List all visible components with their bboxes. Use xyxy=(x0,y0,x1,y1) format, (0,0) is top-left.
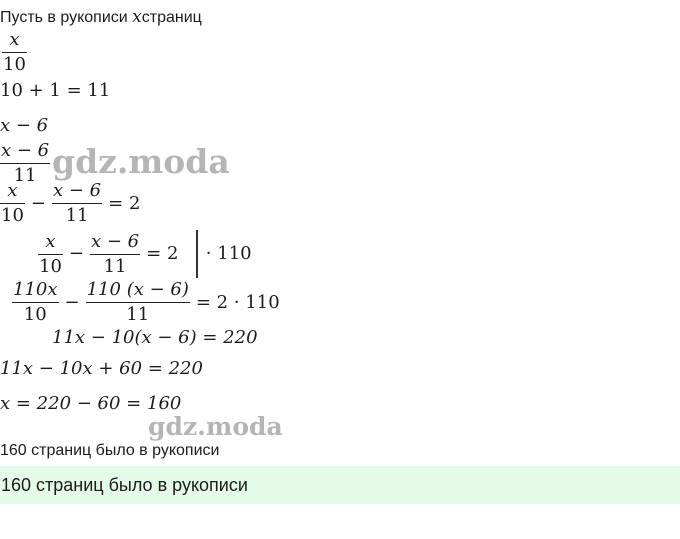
equation-a xyxy=(0,182,140,225)
minus-sign: − xyxy=(30,192,46,214)
watermark-logo: gdz.moda xyxy=(148,412,283,441)
fraction-denominator: 10 xyxy=(3,54,26,75)
result-line: 160 страниц было в рукописи xyxy=(0,442,220,459)
minus-sign: − xyxy=(64,291,80,313)
fraction-numerator: x − 6 xyxy=(0,142,50,164)
fraction-x-over-10 xyxy=(2,31,27,74)
fraction-denominator: 10 xyxy=(1,205,24,226)
fraction-numerator: x − 6 xyxy=(90,233,140,255)
intro-text-post: страниц xyxy=(141,9,202,26)
equation-f: x = 220 − 60 = 160 xyxy=(0,393,182,414)
fraction-denominator: 11 xyxy=(126,304,150,325)
multiplier: · 110 xyxy=(205,243,252,264)
fraction-numerator: 110x xyxy=(12,281,59,303)
fraction-denominator: 11 xyxy=(13,165,37,186)
intro-line xyxy=(0,9,202,27)
answer-text: 160 страниц было в рукописи xyxy=(1,475,248,495)
fraction-denominator: 11 xyxy=(103,255,127,277)
equation-c xyxy=(12,281,280,324)
fraction-numerator: 110 (x − 6) xyxy=(86,281,190,303)
minus-sign: − xyxy=(68,243,84,264)
fraction-denominator: 10 xyxy=(39,255,62,277)
fraction-numerator: x xyxy=(2,31,27,53)
vertical-divider xyxy=(196,230,197,278)
expression-x-minus-6: x − 6 xyxy=(0,115,49,136)
fraction-denominator: 11 xyxy=(65,205,89,226)
intro-text-pre: Пусть в рукописи xyxy=(0,9,133,26)
equation-10-plus-1: 10 + 1 = 11 xyxy=(0,80,111,101)
equation-b xyxy=(38,230,252,278)
fraction-numerator: x xyxy=(0,182,25,204)
fraction-x-minus-6-over-11 xyxy=(0,142,50,185)
equation-rhs: = 2 · 110 xyxy=(195,291,280,313)
answer-box xyxy=(0,466,680,504)
intro-variable: x xyxy=(132,7,142,27)
equation-e: 11x − 10x + 60 = 220 xyxy=(0,358,203,379)
fraction-numerator: x − 6 xyxy=(52,182,102,204)
equation-rhs: = 2 xyxy=(146,243,179,264)
equation-rhs: = 2 xyxy=(108,192,141,214)
fraction-denominator: 10 xyxy=(23,304,47,325)
equation-d: 11x − 10(x − 6) = 220 xyxy=(52,327,258,348)
fraction-numerator: x xyxy=(38,233,63,255)
watermark-logo: gdz.moda xyxy=(52,142,230,181)
